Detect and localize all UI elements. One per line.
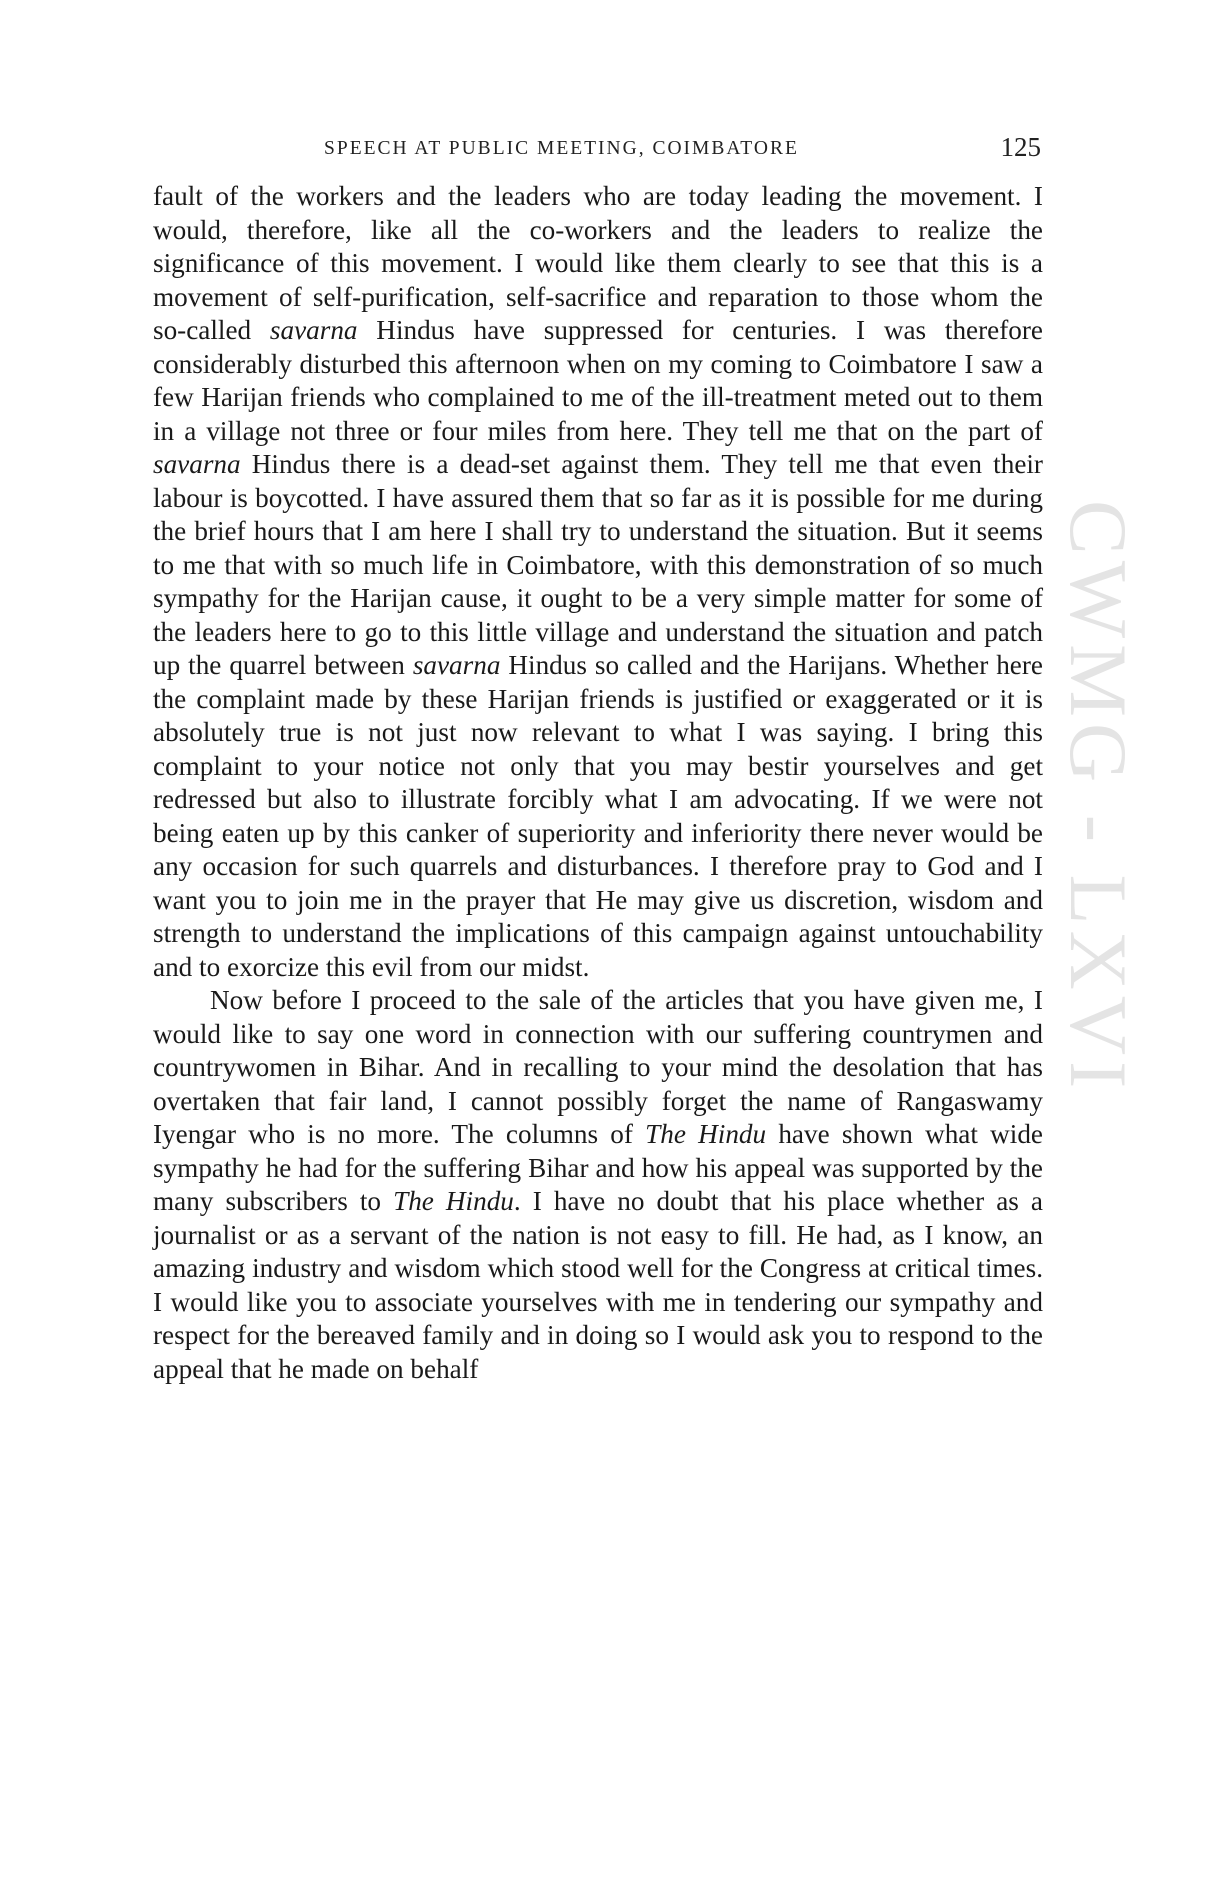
italic-term: savarna xyxy=(269,315,358,345)
body-text xyxy=(153,180,1043,1386)
watermark: CWMG - LXVI xyxy=(1053,500,1144,1095)
page-number: 125 xyxy=(1000,132,1041,162)
italic-title: The Hindu xyxy=(645,1119,767,1149)
running-head xyxy=(153,132,1041,168)
text-run: Hindus have suppressed for centuries. I was therefore considerably disturbed this afternoon when on my coming to Coimbatore I saw a few Harijan friends who complained to me of the ill-treatment meted out to them in a village not three or four miles from here. They tell me that on the part of xyxy=(153,315,1043,446)
italic-title: The Hindu xyxy=(393,1186,514,1216)
text-run: . I have no doubt that his place whether as a journalist or as a servant of the nation is not easy to fill. He had, as I know, an amazing industry and wisdom which stood well for the Congress at critical times. I would like you to associate yourselves with me in tendering our sympathy and respect for the bereaved family and in doing so I would ask you to respond to the appeal that he made on behalf xyxy=(153,1186,1043,1384)
text-run: Now before I proceed to the sale of the articles that you have given me, I would like to say one word in connection with our suffering countrymen and countrywomen in Bihar. And in recalling to your mind the desolation that has overtaken that fair land, I cannot possibly forget the name of Rangaswamy Iyengar who is no more. The columns of xyxy=(153,985,1043,1149)
italic-term: savarna xyxy=(153,449,241,479)
paragraph xyxy=(153,984,1043,1386)
running-title: SPEECH AT PUBLIC MEETING, COIMBATORE xyxy=(324,138,799,159)
text-run: Hindus so called and the Harijans. Whether here the complaint made by these Harijan friends is justified or exaggerated or it is absolutely true is not just now relevant to what I was saying. I bring this complaint to your notice not only that you may bestir yourselves and get redressed but also to illustrate forcibly what I am advocating. If we were not being eaten up by this canker of superiority and inferiority there never would be any occasion for such quarrels and disturbances. I therefore pray to God and I want you to join me in the prayer that He may give us discretion, wisdom and strength to understand the implications of this campaign against untouchability and to exorcize this evil from our midst. xyxy=(153,650,1043,982)
text-run: fault of the workers and the leaders who are today leading the movement. I would, therefore, like all the co-workers and the leaders to realize the significance of this movement. I would like them clearly to see that this is a movement of self-purification, self-sacrifice and reparation to those whom the so-called xyxy=(153,181,1043,345)
paragraph xyxy=(153,180,1043,984)
italic-term: savarna xyxy=(412,650,501,680)
text-run: have shown what wide sympathy he had for the suffering Bihar and how his appeal was supported by the many subscribers to xyxy=(153,1119,1043,1216)
text-run: Hindus there is a dead-set against them. They tell me that even their labour is boycotted. I have assured them that so far as it is possible for me during the brief hours that I am here I shall try to understand the situation. But it seems to me that with so much life in Coimbatore, with this demonstration of so much sympathy for the Harijan cause, it ought to be a very simple matter for some of the leaders here to go to this little village and understand the situation and patch up the quarrel between xyxy=(153,449,1043,680)
